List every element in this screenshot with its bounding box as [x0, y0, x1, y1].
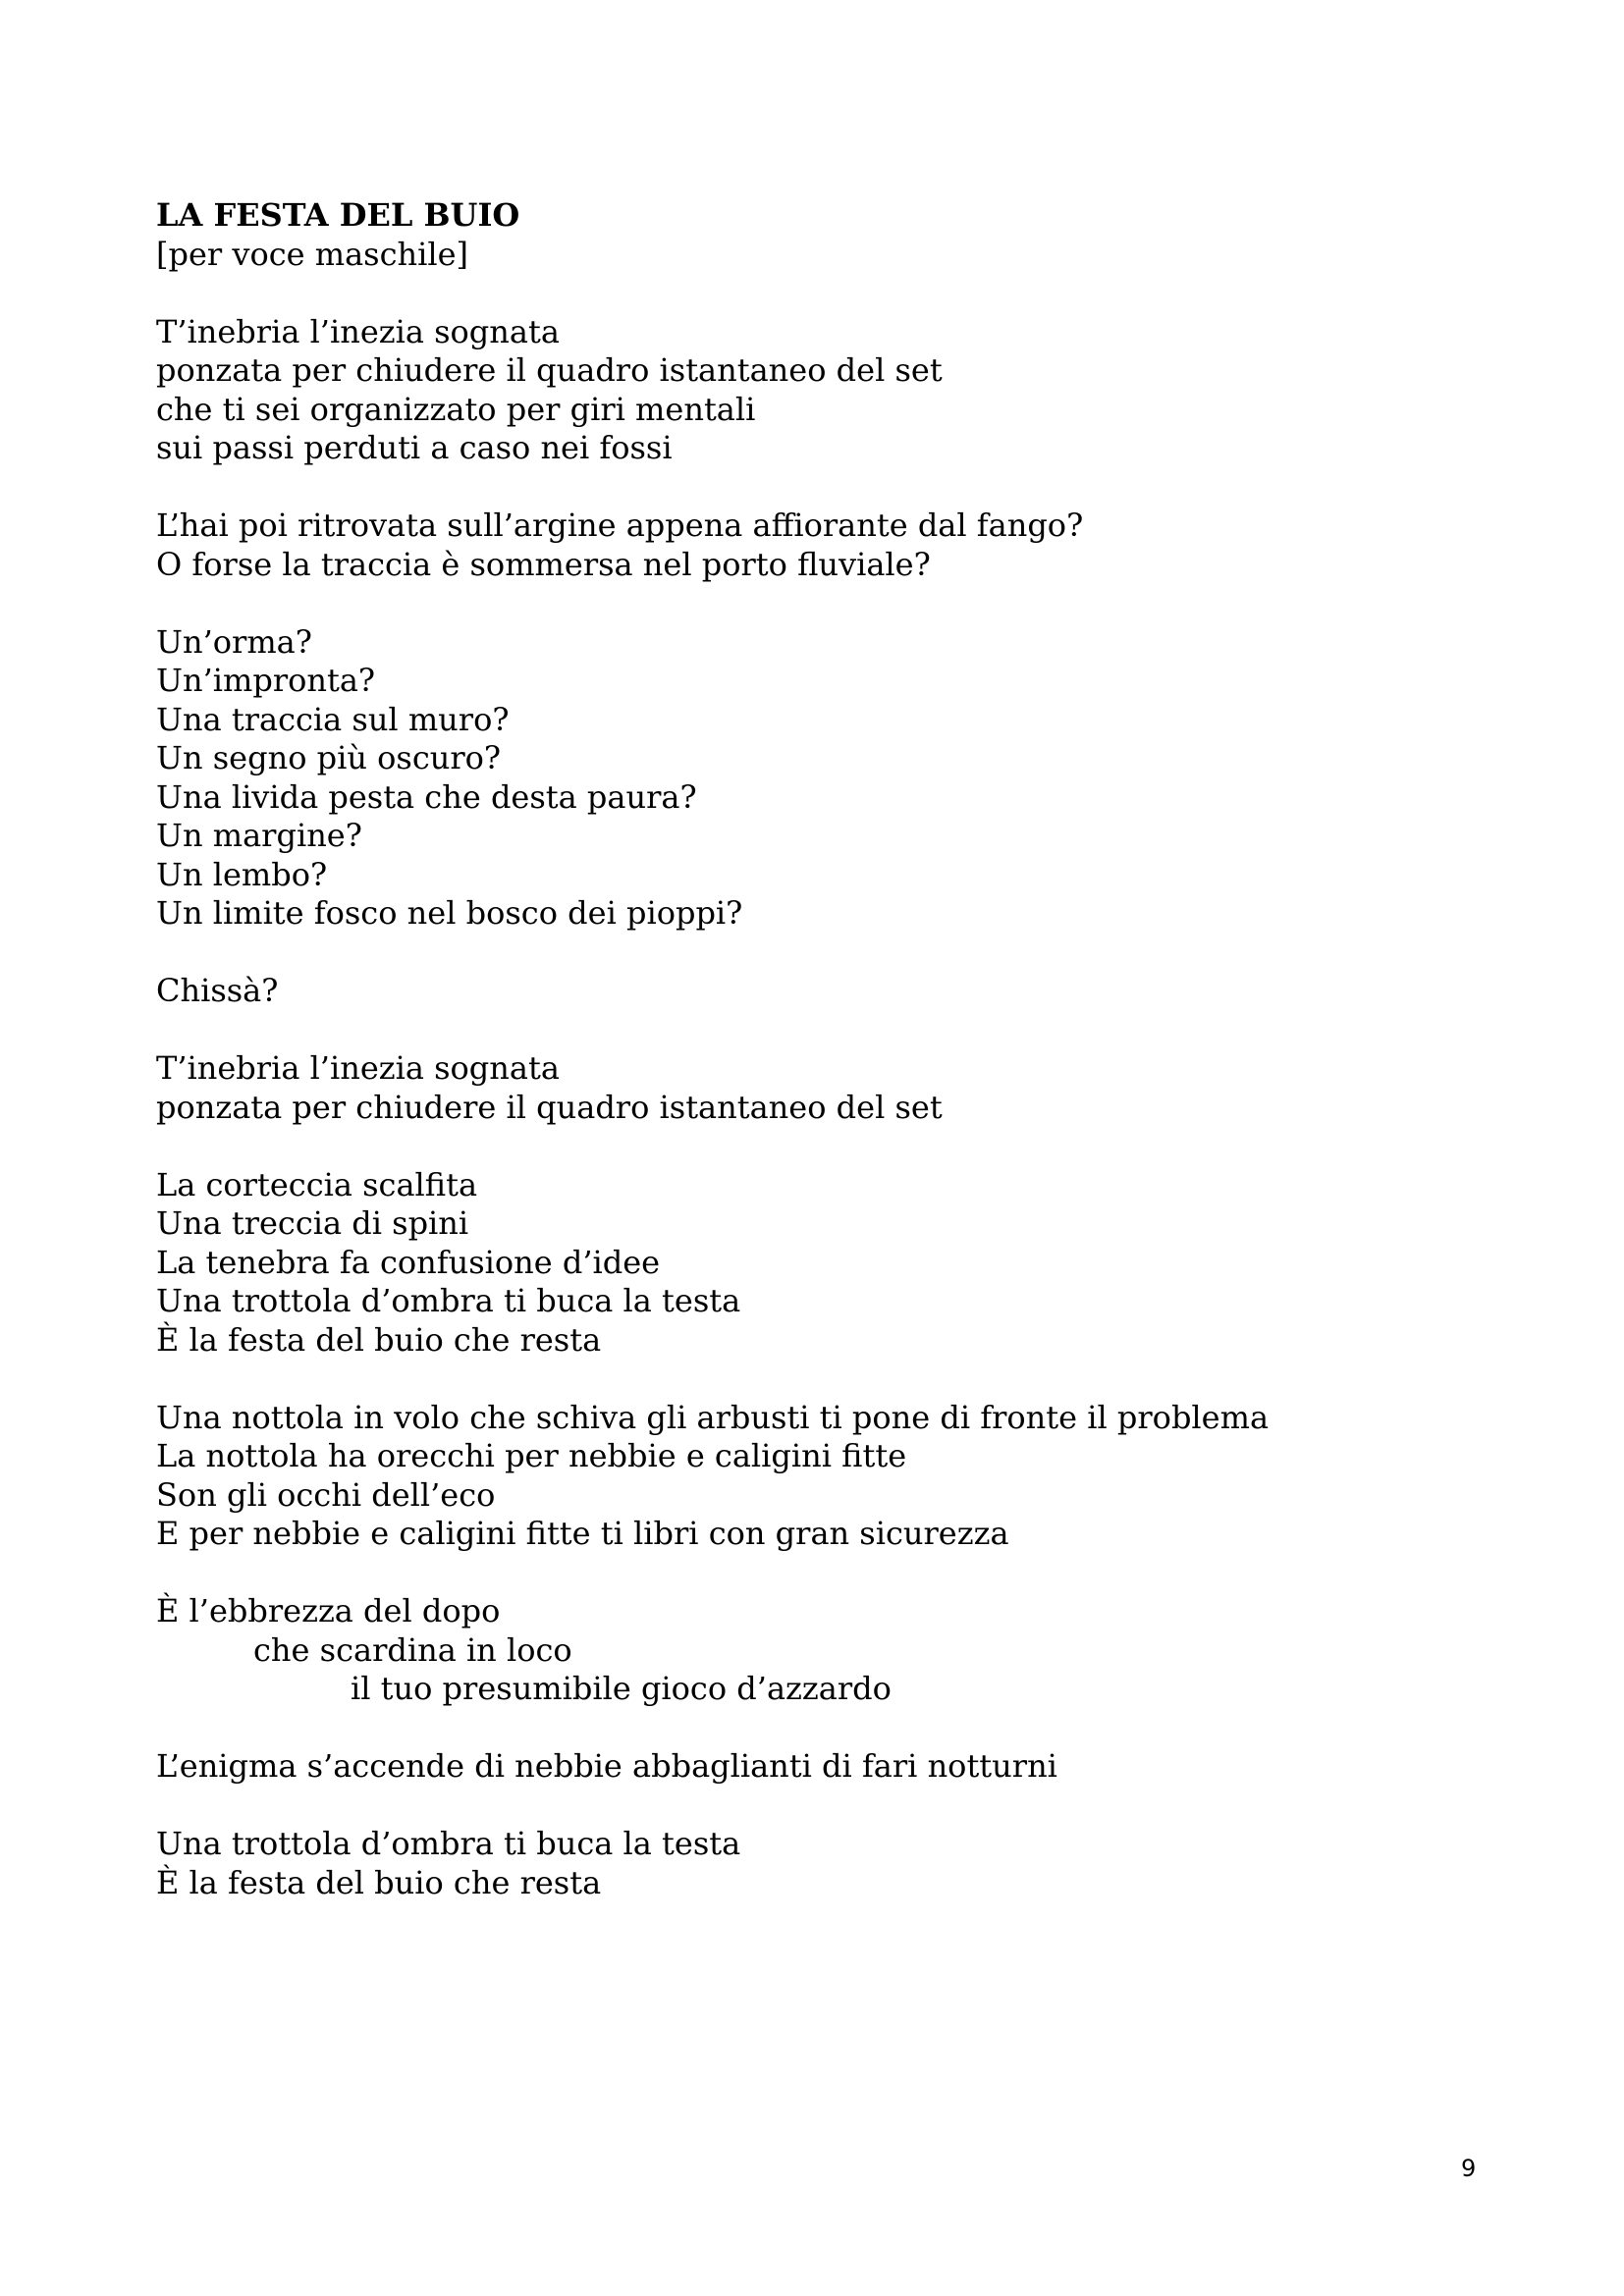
poem-line: Un’orma?: [156, 622, 312, 661]
stanza-break: [156, 1709, 1531, 1748]
poem-line: E per nebbie e caligini fitte ti libri con gran sicurezza: [156, 1515, 1009, 1552]
poem-line: Una traccia sul muro?: [156, 700, 510, 738]
poem-line: T’inebria l’inezia sognata: [156, 312, 560, 350]
poem-line: T’inebria l’inezia sognata: [156, 1049, 560, 1087]
poem-line: Una trottola d’ombra ti buca la testa: [156, 1825, 741, 1862]
poem-line: che ti sei organizzato per giri mentali: [156, 390, 756, 428]
stanza-break: [156, 1011, 1531, 1050]
poem-line: Una treccia di spini: [156, 1204, 469, 1242]
poem-line: O forse la traccia è sommersa nel porto fluviale?: [156, 545, 931, 583]
stanza-break: [156, 1127, 1531, 1166]
poem-line: ponzata per chiudere il quadro istantaneo del set: [156, 1088, 943, 1126]
poem-line: L’hai poi ritrovata sull’argine appena affiorante dal fango?: [156, 507, 1084, 544]
poem-line: È l’ebbrezza del dopo: [156, 1592, 501, 1629]
poem-line: Una nottola in volo che schiva gli arbusti ti pone di fronte il problema: [156, 1398, 1270, 1436]
poem-line: Un’impronta?: [156, 662, 376, 699]
poem-line: La tenebra fa confusione d’idee: [156, 1243, 661, 1281]
page-number: 9: [1461, 2155, 1477, 2182]
poem-title: LA FESTA DEL BUIO: [156, 196, 520, 234]
poem-line: Un limite fosco nel bosco dei pioppi?: [156, 894, 743, 932]
poem-line: ponzata per chiudere il quadro istantaneo del set: [156, 351, 943, 389]
poem-line: È la festa del buio che resta: [156, 1320, 602, 1359]
poem-line: L’enigma s’accende di nebbie abbaglianti di fari notturni: [156, 1747, 1057, 1785]
stanza-break: [156, 1360, 1531, 1399]
stanza-break: [156, 468, 1531, 507]
stanza-break: [156, 934, 1531, 973]
poem-line: sui passi perduti a caso nei fossi: [156, 429, 673, 466]
stanza-break: [156, 584, 1531, 623]
poem-line: Un margine?: [156, 817, 362, 854]
poem: [156, 196, 1531, 1902]
poem-line: Son gli occhi dell’eco: [156, 1475, 496, 1514]
poem-subtitle: [per voce maschile]: [156, 235, 469, 273]
poem-line: Una livida pesta che desta paura?: [156, 777, 697, 816]
stanza-break: [156, 1554, 1531, 1593]
poem-line-indented: che scardina in loco: [253, 1630, 572, 1669]
poem-line: Una trottola d’ombra ti buca la testa: [156, 1282, 741, 1319]
poem-line: La corteccia scalfita: [156, 1165, 478, 1203]
poem-line: È la festa del buio che resta: [156, 1863, 602, 1901]
stanza-break: [156, 1787, 1531, 1826]
poem-line: Un segno più oscuro?: [156, 739, 502, 776]
poem-line: Chissà?: [156, 972, 279, 1009]
poem-line: Un lembo?: [156, 855, 328, 893]
poem-line: La nottola ha orecchi per nebbie e caligini fitte: [156, 1437, 907, 1474]
poem-line-indented: il tuo presumibile gioco d’azzardo: [351, 1670, 892, 1707]
stanza-break: [156, 274, 1531, 313]
